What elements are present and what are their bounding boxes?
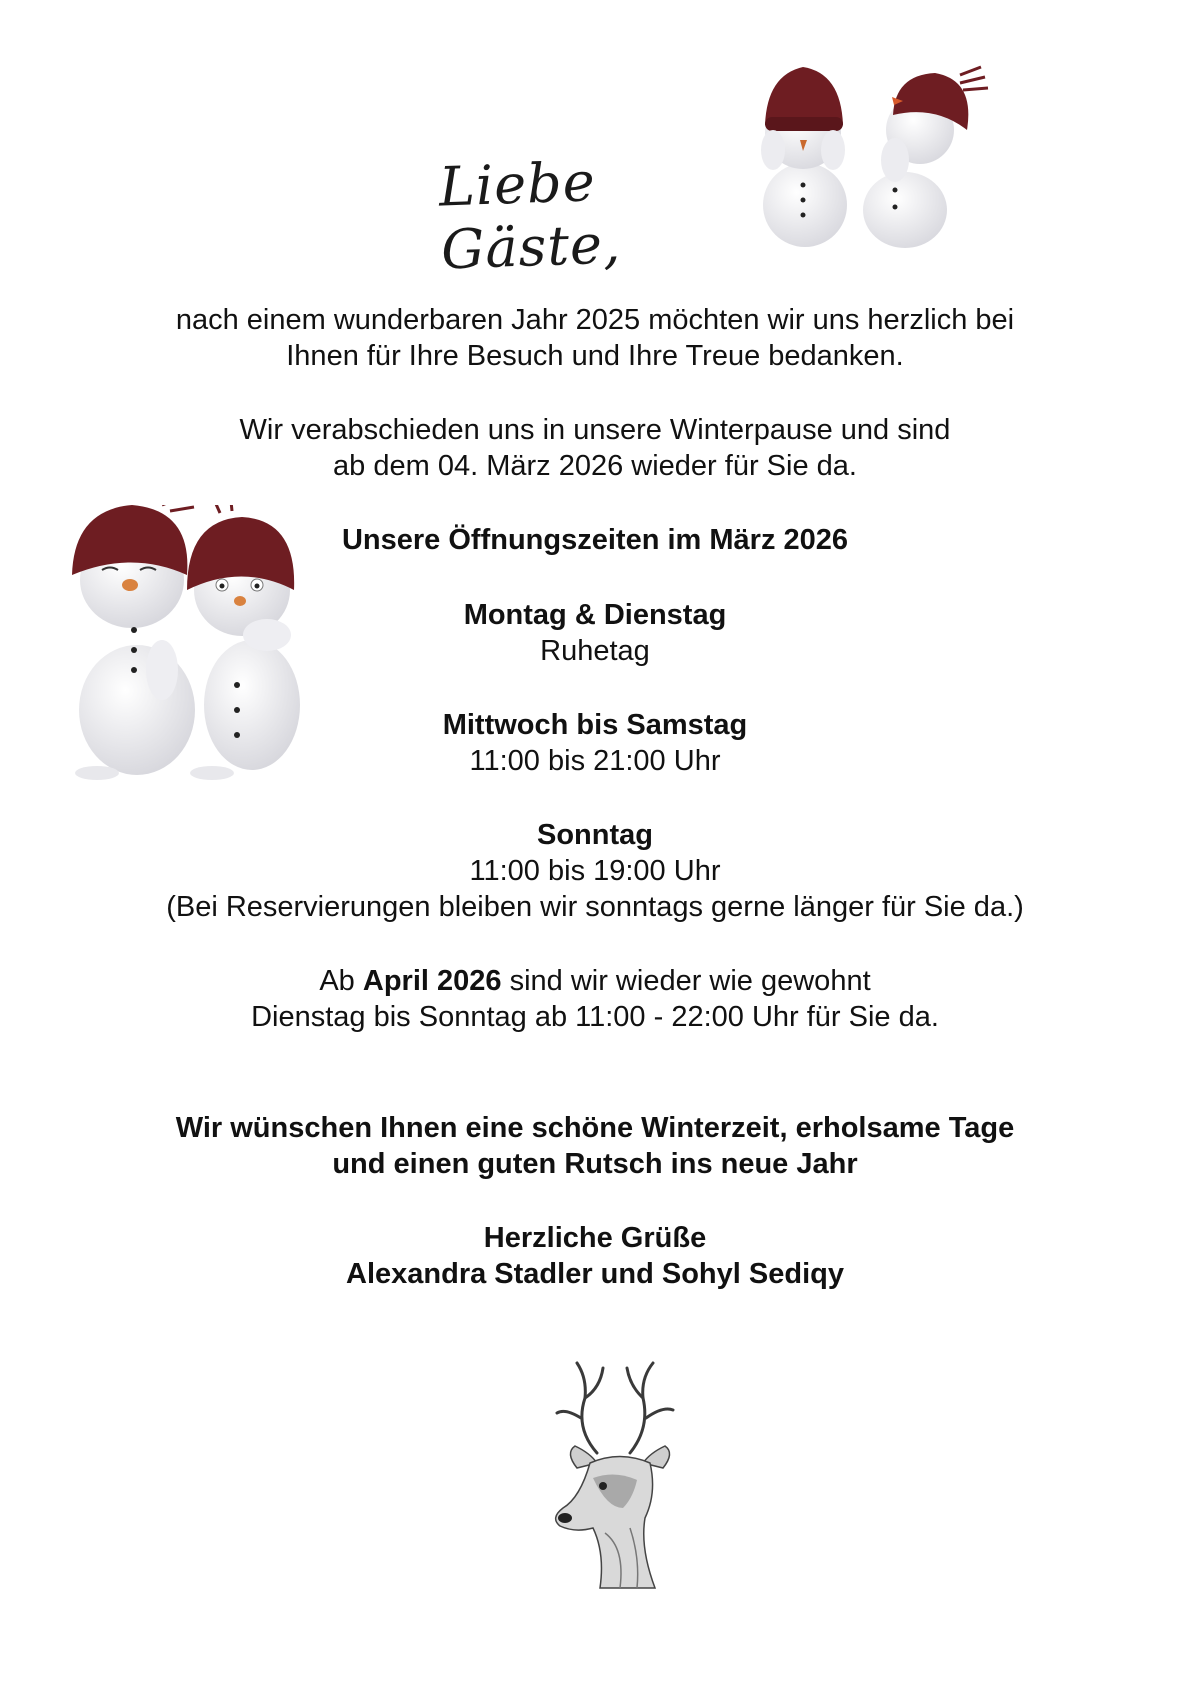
april-date: April 2026 bbox=[362, 965, 502, 997]
snowmen-top-image bbox=[745, 55, 1005, 250]
april-line-2: Dienstag bis Sonntag ab 11:00 - 22:00 Uhr für Sie da. bbox=[251, 1001, 939, 1033]
intro-line-2: Ihnen für Ihre Besuch und Ihre Treue bedanken. bbox=[286, 340, 904, 372]
intro-line-1: nach einem wunderbaren Jahr 2025 möchten wir uns herzlich bei bbox=[175, 304, 1015, 336]
greeting-heading: Liebe Gäste, bbox=[437, 150, 623, 282]
hours-days-sunday: Sonntag bbox=[537, 819, 653, 851]
hours-time-sunday: 11:00 bis 19:00 Uhr bbox=[469, 855, 721, 887]
hours-days-wed-sat: Mittwoch bis Samstag bbox=[442, 709, 748, 741]
signature-greeting: Herzliche Grüße bbox=[483, 1222, 707, 1254]
hours-days-mon-tue: Montag & Dienstag bbox=[463, 599, 727, 631]
april-suffix: sind wir wieder wie gewohnt bbox=[501, 965, 871, 997]
pause-line-1: Wir verabschieden uns in unsere Winterpause und sind bbox=[239, 414, 951, 446]
pause-line-2: ab dem 04. März 2026 wieder für Sie da. bbox=[333, 450, 857, 482]
wishes-line-2: und einen guten Rutsch ins neue Jahr bbox=[332, 1148, 858, 1180]
hours-heading: Unsere Öffnungszeiten im März 2026 bbox=[341, 524, 849, 556]
april-line-1 bbox=[0, 963, 1190, 999]
hours-time-wed-sat: 11:00 bis 21:00 Uhr bbox=[469, 745, 721, 777]
signature-names: Alexandra Stadler und Sohyl Sediqy bbox=[346, 1258, 844, 1290]
hours-time-mon-tue: Ruhetag bbox=[540, 635, 650, 667]
april-prefix: Ab bbox=[319, 965, 363, 997]
hours-note-sunday: (Bei Reservierungen bleiben wir sonntags gerne länger für Sie da.) bbox=[166, 891, 1024, 923]
stag-head-image bbox=[545, 1358, 695, 1593]
wishes-line-1: Wir wünschen Ihnen eine schöne Winterzeit, erholsame Tage bbox=[175, 1112, 1015, 1144]
